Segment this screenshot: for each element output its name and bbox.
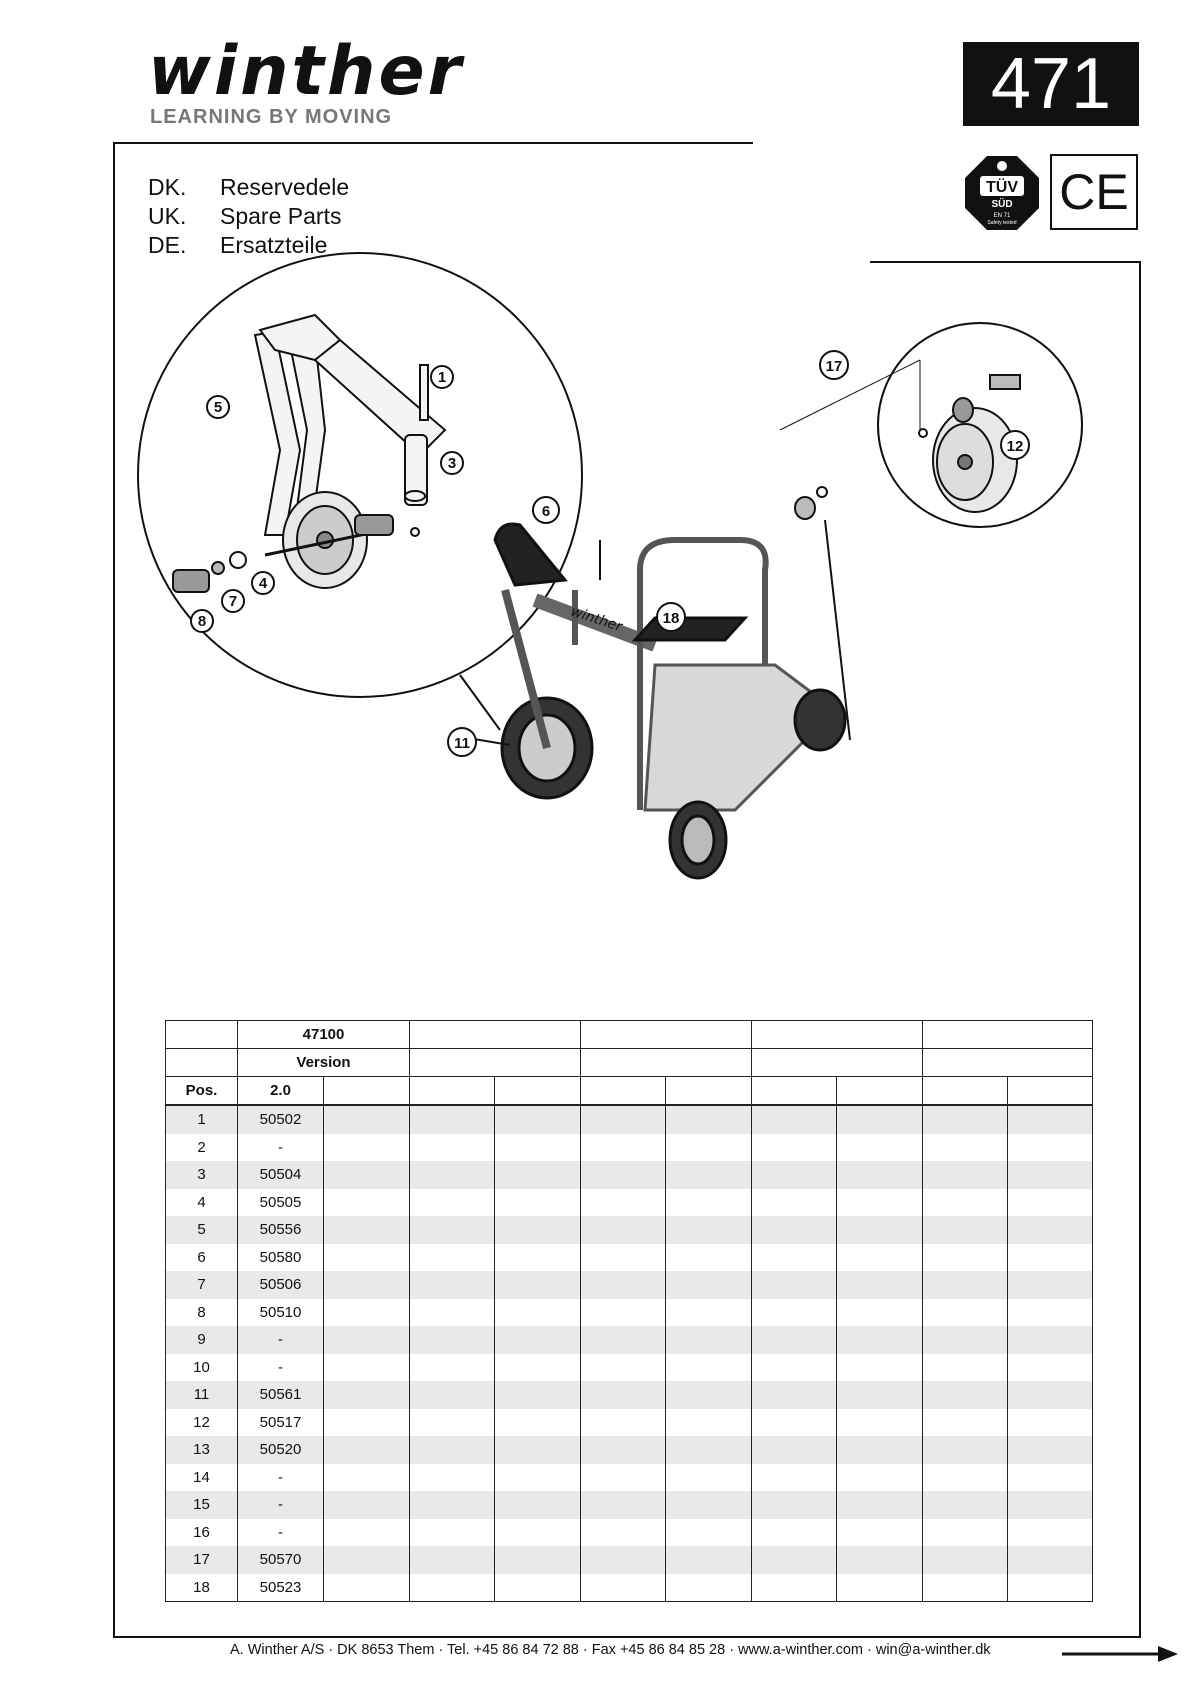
callout-4 xyxy=(252,572,274,594)
table-row xyxy=(166,1546,1093,1574)
svg-text:6: 6 xyxy=(541,503,551,520)
ce-mark: CE xyxy=(1050,154,1138,230)
empty-cell xyxy=(923,1161,1008,1189)
empty-cell xyxy=(410,1216,495,1244)
row-part-number: 50561 xyxy=(238,1381,324,1409)
row-part-number: 50506 xyxy=(238,1271,324,1299)
empty-cell xyxy=(837,1519,923,1547)
row-position: 8 xyxy=(166,1299,238,1327)
empty-cell xyxy=(495,1409,581,1437)
empty-cell xyxy=(1008,1574,1093,1602)
empty-cell xyxy=(1008,1271,1093,1299)
empty-cell xyxy=(410,1354,495,1382)
empty-cell xyxy=(666,1436,752,1464)
empty-cell xyxy=(1008,1244,1093,1272)
empty-cell xyxy=(324,1381,410,1409)
empty-cell xyxy=(1008,1381,1093,1409)
language-code: UK. xyxy=(148,203,187,229)
empty-cell xyxy=(837,1189,923,1217)
row-part-number: 50517 xyxy=(238,1409,324,1437)
row-position: 11 xyxy=(166,1381,238,1409)
empty-cell xyxy=(410,1409,495,1437)
empty-cell xyxy=(581,1519,666,1547)
empty-cell xyxy=(666,1546,752,1574)
table-row xyxy=(166,1134,1093,1162)
empty-cell xyxy=(495,1105,581,1134)
row-part-number: - xyxy=(238,1519,324,1547)
table-row xyxy=(166,1189,1093,1217)
empty-cell xyxy=(1008,1546,1093,1574)
empty-cell xyxy=(495,1326,581,1354)
callout-1 xyxy=(431,366,453,388)
empty-cell xyxy=(410,1161,495,1189)
empty-cell xyxy=(666,1519,752,1547)
empty-cell xyxy=(495,1491,581,1519)
empty-cell xyxy=(1008,1326,1093,1354)
empty-cell xyxy=(1008,1354,1093,1382)
empty-cell xyxy=(581,1161,666,1189)
row-position: 2 xyxy=(166,1134,238,1162)
empty-cell xyxy=(324,1354,410,1382)
empty-cell xyxy=(837,1381,923,1409)
model-number: 47100 xyxy=(238,1021,410,1049)
empty-cell xyxy=(837,1299,923,1327)
table-row xyxy=(166,1436,1093,1464)
empty-cell xyxy=(324,1464,410,1492)
spare-parts-table xyxy=(165,1020,1093,1602)
empty-cell xyxy=(581,1271,666,1299)
tuv-tested-text: Safety tested xyxy=(987,220,1017,226)
empty-cell xyxy=(752,1161,837,1189)
table-row xyxy=(166,1326,1093,1354)
empty-cell xyxy=(324,1519,410,1547)
empty-cell xyxy=(923,1464,1008,1492)
tricycle-illustration xyxy=(495,524,845,878)
empty-cell xyxy=(324,1134,410,1162)
empty-cell xyxy=(495,1134,581,1162)
empty-cell xyxy=(1008,1105,1093,1134)
empty-cell xyxy=(410,1436,495,1464)
empty-cell xyxy=(581,1354,666,1382)
rear-wheel-detail xyxy=(780,360,1020,519)
row-position: 14 xyxy=(166,1464,238,1492)
empty-cell xyxy=(752,1491,837,1519)
empty-cell xyxy=(324,1299,410,1327)
empty-cell xyxy=(666,1326,752,1354)
table-header-version xyxy=(166,1049,1093,1077)
empty-cell xyxy=(752,1354,837,1382)
row-position: 18 xyxy=(166,1574,238,1602)
language-label: Reservedele xyxy=(220,174,350,200)
empty-cell xyxy=(752,1299,837,1327)
empty-cell xyxy=(1008,1409,1093,1437)
empty-cell xyxy=(752,1574,837,1602)
empty-cell xyxy=(837,1161,923,1189)
empty-cell xyxy=(837,1464,923,1492)
row-part-number: 50570 xyxy=(238,1546,324,1574)
empty-cell xyxy=(410,1574,495,1602)
table-row xyxy=(166,1216,1093,1244)
row-position: 4 xyxy=(166,1189,238,1217)
empty-cell xyxy=(324,1409,410,1437)
empty-cell xyxy=(581,1216,666,1244)
empty-cell xyxy=(923,1354,1008,1382)
next-page-arrow-icon xyxy=(1060,1644,1180,1664)
tuv-sud-text: SÜD xyxy=(991,199,1013,210)
callout-11 xyxy=(448,728,476,756)
empty-cell xyxy=(410,1271,495,1299)
empty-cell xyxy=(581,1189,666,1217)
row-position: 6 xyxy=(166,1244,238,1272)
empty-cell xyxy=(410,1244,495,1272)
empty-cell xyxy=(581,1436,666,1464)
empty-cell xyxy=(752,1464,837,1492)
empty-cell xyxy=(666,1299,752,1327)
row-part-number: 50523 xyxy=(238,1574,324,1602)
empty-cell xyxy=(1008,1216,1093,1244)
callout-8 xyxy=(191,610,213,632)
empty-cell xyxy=(495,1189,581,1217)
table-row xyxy=(166,1244,1093,1272)
empty-cell xyxy=(837,1105,923,1134)
empty-cell xyxy=(495,1216,581,1244)
empty-cell xyxy=(923,1546,1008,1574)
svg-text:1: 1 xyxy=(437,369,447,386)
row-position: 15 xyxy=(166,1491,238,1519)
svg-text:17: 17 xyxy=(825,358,843,375)
row-part-number: 50510 xyxy=(238,1299,324,1327)
empty-cell xyxy=(666,1161,752,1189)
empty-cell xyxy=(837,1546,923,1574)
empty-cell xyxy=(752,1134,837,1162)
table-row xyxy=(166,1161,1093,1189)
callout-7 xyxy=(222,590,244,612)
empty-cell xyxy=(495,1381,581,1409)
svg-text:4: 4 xyxy=(258,575,268,592)
empty-cell xyxy=(1008,1134,1093,1162)
empty-cell xyxy=(666,1464,752,1492)
empty-cell xyxy=(923,1326,1008,1354)
empty-cell xyxy=(1008,1436,1093,1464)
table-row xyxy=(166,1409,1093,1437)
empty-cell xyxy=(581,1326,666,1354)
version-label: Version xyxy=(238,1049,410,1077)
product-number: 471 xyxy=(963,42,1139,126)
empty-cell xyxy=(837,1134,923,1162)
empty-cell xyxy=(581,1464,666,1492)
svg-text:5: 5 xyxy=(213,399,223,416)
empty-cell xyxy=(666,1216,752,1244)
svg-text:12: 12 xyxy=(1006,438,1024,455)
empty-cell xyxy=(581,1299,666,1327)
table-row xyxy=(166,1299,1093,1327)
empty-cell xyxy=(752,1436,837,1464)
row-part-number: 50556 xyxy=(238,1216,324,1244)
empty-cell xyxy=(923,1299,1008,1327)
empty-cell xyxy=(666,1105,752,1134)
language-code: DE. xyxy=(148,232,187,258)
tuv-text: TÜV xyxy=(986,179,1018,196)
empty-cell xyxy=(837,1216,923,1244)
spare-parts-drawing xyxy=(115,250,1135,970)
empty-cell xyxy=(495,1436,581,1464)
row-position: 7 xyxy=(166,1271,238,1299)
empty-cell xyxy=(752,1519,837,1547)
callout-6 xyxy=(533,497,559,523)
table-row xyxy=(166,1519,1093,1547)
empty-cell xyxy=(666,1409,752,1437)
callout-12 xyxy=(1001,431,1029,459)
empty-cell xyxy=(837,1271,923,1299)
empty-cell xyxy=(923,1271,1008,1299)
empty-cell xyxy=(410,1464,495,1492)
empty-cell xyxy=(581,1491,666,1519)
empty-cell xyxy=(923,1189,1008,1217)
empty-cell xyxy=(752,1216,837,1244)
row-position: 13 xyxy=(166,1436,238,1464)
empty-cell xyxy=(837,1574,923,1602)
empty-cell xyxy=(324,1436,410,1464)
row-part-number: - xyxy=(238,1491,324,1519)
empty-cell xyxy=(581,1574,666,1602)
empty-cell xyxy=(837,1326,923,1354)
empty-cell xyxy=(495,1546,581,1574)
row-position: 3 xyxy=(166,1161,238,1189)
empty-cell xyxy=(752,1244,837,1272)
empty-cell xyxy=(752,1409,837,1437)
empty-cell xyxy=(923,1574,1008,1602)
svg-text:18: 18 xyxy=(662,610,680,627)
empty-cell xyxy=(752,1189,837,1217)
empty-cell xyxy=(923,1244,1008,1272)
empty-cell xyxy=(495,1354,581,1382)
empty-cell xyxy=(324,1161,410,1189)
empty-cell xyxy=(410,1326,495,1354)
frame-line-bottom xyxy=(113,1636,1141,1638)
empty-cell xyxy=(324,1326,410,1354)
empty-cell xyxy=(324,1574,410,1602)
row-position: 10 xyxy=(166,1354,238,1382)
frame-line-top xyxy=(113,142,753,144)
empty-cell xyxy=(410,1189,495,1217)
empty-cell xyxy=(324,1216,410,1244)
empty-cell xyxy=(752,1271,837,1299)
empty-cell xyxy=(923,1491,1008,1519)
empty-cell xyxy=(666,1491,752,1519)
tuv-standard-text: EN 71 xyxy=(993,213,1011,219)
empty-cell xyxy=(666,1354,752,1382)
svg-text:11: 11 xyxy=(454,735,470,752)
table-row xyxy=(166,1574,1093,1602)
empty-cell xyxy=(1008,1189,1093,1217)
empty-cell xyxy=(923,1134,1008,1162)
empty-cell xyxy=(666,1381,752,1409)
empty-cell xyxy=(666,1271,752,1299)
empty-cell xyxy=(410,1105,495,1134)
frame-brand-label: winther xyxy=(568,603,625,636)
empty-cell xyxy=(324,1546,410,1574)
callout-5 xyxy=(207,396,229,418)
footer-contact: A. Winther A/S · DK 8653 Them · Tel. +45 86 84 72 88 · Fax +45 86 84 85 28 · www.a-winther.com · win@a-winther.dk xyxy=(230,1642,991,1658)
row-part-number: 50502 xyxy=(238,1105,324,1134)
empty-cell xyxy=(495,1299,581,1327)
empty-cell xyxy=(495,1161,581,1189)
empty-cell xyxy=(581,1134,666,1162)
empty-cell xyxy=(581,1105,666,1134)
callout-17 xyxy=(820,351,848,379)
language-code: DK. xyxy=(148,174,187,200)
empty-cell xyxy=(410,1381,495,1409)
table-header-model xyxy=(166,1021,1093,1049)
row-position: 1 xyxy=(166,1105,238,1134)
empty-cell xyxy=(666,1189,752,1217)
row-part-number: - xyxy=(238,1354,324,1382)
empty-cell xyxy=(324,1244,410,1272)
empty-cell xyxy=(1008,1161,1093,1189)
empty-cell xyxy=(752,1326,837,1354)
row-part-number: 50504 xyxy=(238,1161,324,1189)
empty-cell xyxy=(410,1491,495,1519)
row-part-number: - xyxy=(238,1134,324,1162)
empty-cell xyxy=(666,1574,752,1602)
row-part-number: - xyxy=(238,1464,324,1492)
table-header-pos xyxy=(166,1077,1093,1106)
language-label: Spare Parts xyxy=(220,203,342,229)
empty-cell xyxy=(752,1381,837,1409)
empty-cell xyxy=(837,1436,923,1464)
empty-cell xyxy=(1008,1491,1093,1519)
empty-cell xyxy=(495,1574,581,1602)
empty-cell xyxy=(324,1105,410,1134)
language-row-uk xyxy=(148,203,341,230)
row-part-number: 50580 xyxy=(238,1244,324,1272)
empty-cell xyxy=(837,1244,923,1272)
empty-cell xyxy=(581,1244,666,1272)
svg-text:8: 8 xyxy=(197,613,207,630)
empty-cell xyxy=(324,1189,410,1217)
empty-cell xyxy=(410,1546,495,1574)
empty-cell xyxy=(410,1519,495,1547)
empty-cell xyxy=(581,1546,666,1574)
svg-text:7: 7 xyxy=(228,593,238,610)
row-position: 9 xyxy=(166,1326,238,1354)
empty-cell xyxy=(1008,1464,1093,1492)
empty-cell xyxy=(752,1105,837,1134)
empty-cell xyxy=(666,1134,752,1162)
language-row-dk xyxy=(148,174,349,201)
svg-text:3: 3 xyxy=(447,455,457,472)
tuv-certification-badge xyxy=(963,154,1041,232)
callout-3 xyxy=(441,452,463,474)
row-position: 16 xyxy=(166,1519,238,1547)
empty-cell xyxy=(1008,1519,1093,1547)
empty-cell xyxy=(923,1105,1008,1134)
version-value: 2.0 xyxy=(238,1077,324,1106)
row-position: 17 xyxy=(166,1546,238,1574)
table-row xyxy=(166,1381,1093,1409)
empty-cell xyxy=(666,1244,752,1272)
row-position: 5 xyxy=(166,1216,238,1244)
table-row xyxy=(166,1491,1093,1519)
frame-line-right xyxy=(1139,261,1141,1637)
empty-cell xyxy=(752,1546,837,1574)
row-part-number: 50505 xyxy=(238,1189,324,1217)
empty-cell xyxy=(324,1491,410,1519)
brand-tagline: LEARNING BY MOVING xyxy=(150,106,393,128)
row-position: 12 xyxy=(166,1409,238,1437)
empty-cell xyxy=(495,1464,581,1492)
callout-18 xyxy=(657,603,685,631)
empty-cell xyxy=(495,1519,581,1547)
language-label: Ersatzteile xyxy=(220,232,328,258)
brand-logo: winther xyxy=(148,32,465,111)
empty-cell xyxy=(837,1354,923,1382)
empty-cell xyxy=(923,1216,1008,1244)
pos-label: Pos. xyxy=(166,1077,238,1106)
empty-cell xyxy=(581,1381,666,1409)
empty-cell xyxy=(837,1409,923,1437)
empty-cell xyxy=(923,1409,1008,1437)
row-part-number: - xyxy=(238,1326,324,1354)
empty-cell xyxy=(923,1381,1008,1409)
empty-cell xyxy=(581,1409,666,1437)
empty-cell xyxy=(495,1271,581,1299)
empty-cell xyxy=(324,1271,410,1299)
empty-cell xyxy=(837,1491,923,1519)
empty-cell xyxy=(410,1299,495,1327)
table-row xyxy=(166,1105,1093,1134)
empty-cell xyxy=(495,1244,581,1272)
empty-cell xyxy=(1008,1299,1093,1327)
row-part-number: 50520 xyxy=(238,1436,324,1464)
empty-cell xyxy=(410,1134,495,1162)
empty-cell xyxy=(923,1436,1008,1464)
table-row xyxy=(166,1464,1093,1492)
table-row xyxy=(166,1354,1093,1382)
table-row xyxy=(166,1271,1093,1299)
empty-cell xyxy=(923,1519,1008,1547)
